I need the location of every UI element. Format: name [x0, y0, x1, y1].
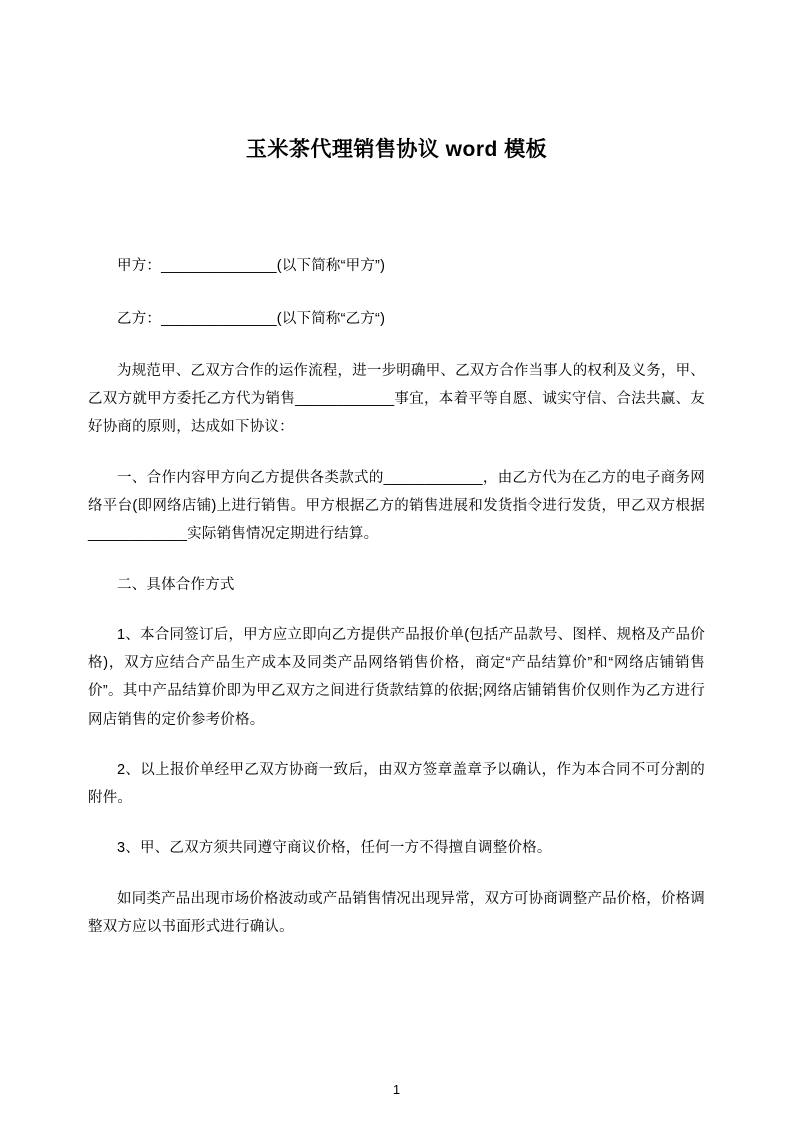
paragraph-article-2: 二、具体合作方式: [117, 576, 235, 593]
paragraph-party-b: 乙方：______________(以下简称“乙方“): [117, 310, 386, 327]
document-body: [88, 252, 705, 941]
page-title: 玉米茶代理销售协议 word 模板: [245, 138, 548, 161]
paragraph-preamble: 为规范甲、乙双方合作的运作流程，进一步明确甲、乙双方合作当事人的权利及义务，甲、乙双方就甲方委托乙方代为销售____________事宜，本着平等自愿、诚实守信、合法共赢、友好协商的原则，达成如下协议：: [88, 362, 705, 436]
paragraph-clause-2-4: 如同类产品出现市场价格波动或产品销售情况出现异常，双方可协商调整产品价格，价格调整双方应以书面形式进行确认。: [88, 890, 705, 935]
paragraph-party-a: 甲方：______________(以下简称“甲方”): [117, 258, 386, 275]
page-number: 1: [392, 1082, 401, 1097]
paragraph-clause-2-1: 1、本合同签订后，甲方应立即向乙方提供产品报价单(包括产品款号、图样、规格及产品价格)，双方应结合产品生产成本及同类产品网络销售价格，商定“产品结算价”和“网络店铺销售价”。其中产品结算价即为甲乙双方之间进行货款结算的依据;网络店铺销售价仅则作为乙方进行网店销售的定价参考价格。: [88, 626, 705, 728]
paragraph-article-1: 一、合作内容甲方向乙方提供各类款式的____________，由乙方代为在乙方的电子商务网络平台(即网络店铺)上进行销售。甲方根据乙方的销售进展和发货指令进行发货，甲乙双方根据____________实际销售情况定期进行结算。: [88, 469, 705, 543]
paragraph-clause-2-2: 2、以上报价单经甲乙双方协商一致后，由双方签章盖章予以确认，作为本合同不可分割的附件。: [88, 761, 705, 807]
document-content: [88, 0, 705, 963]
paragraph-clause-2-3: 3、甲、乙双方须共同遵守商议价格，任何一方不得擅自调整价格。: [117, 840, 552, 857]
